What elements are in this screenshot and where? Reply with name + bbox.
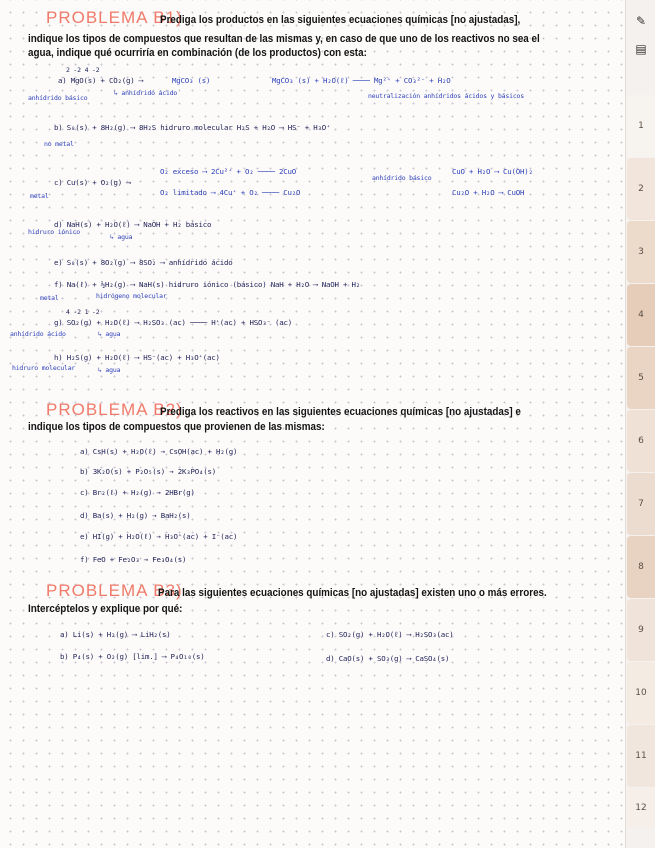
problem-b1-title: PROBLEMA B1) bbox=[46, 8, 183, 27]
b1-d-note: hidruro iónico bbox=[28, 228, 80, 236]
b2-item: a) CsH(s) + H₂O(ℓ) → CsOH(ac) + H₂(g) bbox=[80, 447, 238, 456]
b1-c-equation: c) Cu(s) + O₂(g) ⟶ bbox=[54, 178, 131, 187]
b1-a-product: MgCO₃ (s) bbox=[172, 76, 211, 85]
b3-d: d) CaO(s) + SO₃(g) ⟶ CaSO₄(s) bbox=[326, 654, 450, 663]
section-tab-7[interactable]: 7 bbox=[627, 473, 655, 535]
b1-a-water-reaction: MgCO₃ (s) + H₂O(ℓ) ──── Mg²⁺ + CO₃²⁻ + H₂O bbox=[272, 76, 451, 85]
problem-b1-prompt-line-3: agua, indique qué ocurriría en combinación (de los productos) con esta: bbox=[28, 47, 367, 59]
b1-c-limited: O₂ limitado ⟶ 4Cu⁺ + O₂ ──── Cu₂O bbox=[160, 188, 301, 197]
b1-b-equation: b) S₈(s) + 8H₂(g) ⟶ 8H₂S hidruro molecular H₂S + H₂O ⟶ HS⁻ + H₃O⁺ bbox=[54, 123, 331, 132]
section-tab-10[interactable]: 10 bbox=[627, 662, 655, 724]
section-tab-12[interactable]: 12 bbox=[627, 788, 655, 828]
section-tab-8[interactable]: 8 bbox=[627, 536, 655, 598]
b1-f-equation: f) Na(ℓ) + ½H₂(g) ⟶ NaH(s) hidruro iónico (básico) NaH + H₂O ⟶ NaOH + H₂ bbox=[54, 280, 360, 289]
section-tab-5[interactable]: 5 bbox=[627, 347, 655, 409]
b3-b: b) P₄(s) + O₂(g) [lim.] ⟶ P₄O₁₀(s) bbox=[60, 652, 205, 661]
b1-a-label-acid: ↳ anhídrido ácido bbox=[114, 89, 178, 97]
b1-c-result-2: Cu₂O + H₂O ⟶ CuOH bbox=[452, 188, 525, 197]
problem-b2-prompt-line-2: indique los tipos de compuestos que provienen de las mismas: bbox=[28, 421, 325, 433]
b1-d-equation: d) NaH(s) + H₂O(ℓ) ⟶ NaOH + H₂ básico bbox=[54, 220, 212, 229]
problem-b3-prompt-line-2: Intercéptelos y explique por qué: bbox=[28, 603, 183, 615]
b2-item: d) Ba(s) + H₂(g) → BaH₂(s) bbox=[80, 511, 191, 520]
section-tab-4[interactable]: 4 bbox=[627, 284, 655, 346]
b1-g-note: anhídrido ácido bbox=[10, 330, 66, 338]
b1-a-note: neutralización anhídridos ácidos y básicos bbox=[368, 92, 524, 100]
b2-item: e) HI(g) + H₂O(ℓ) → H₃O⁺(ac) + I⁻(ac) bbox=[80, 532, 238, 541]
notebook-icon[interactable]: ▤ bbox=[635, 42, 647, 56]
problem-b1-prompt-line-1: Prediga los productos en las siguientes ecuaciones químicas [no ajustadas], bbox=[160, 14, 521, 26]
b1-a-equation: a) MgO(s) + CO₂(g) ⟶ bbox=[58, 76, 143, 85]
b1-c-excess: O₂ exceso ⟶ 2Cu²⁺ + O₂ ──── 2CuO bbox=[160, 167, 296, 176]
b1-e-equation: e) S₈(s) + 8O₂(g) ⟶ 8SO₂ ⟶ anhídrido ácido bbox=[54, 258, 233, 267]
section-tab-1[interactable]: 1 bbox=[627, 95, 655, 157]
problem-b2-prompt-line-1: Prediga los reactivos en las siguientes ecuaciones químicas [no ajustadas] e bbox=[160, 406, 521, 418]
section-tab-9[interactable]: 9 bbox=[627, 599, 655, 661]
b1-g-oxidation-states: 4 -2 1 -2 bbox=[66, 308, 100, 316]
section-tab-6[interactable]: 6 bbox=[627, 410, 655, 472]
b1-c-note: metal bbox=[30, 192, 49, 200]
b1-d-note-water: ↳ agua bbox=[110, 233, 133, 241]
section-tabs bbox=[626, 95, 655, 829]
problem-b3-title: PROBLEMA B3) bbox=[46, 581, 183, 600]
section-tab-2[interactable]: 2 bbox=[627, 158, 655, 220]
b3-a: a) Li(s) + H₂(g) ⟶ LiH₂(s) bbox=[60, 630, 171, 639]
b1-g-equation: g) SO₂(g) + H₂O(ℓ) ⟶ H₂SO₃ (ac) ──── H⁺(ac) + HSO₃⁻ (ac) bbox=[54, 318, 292, 327]
b2-item: c) Br₂(ℓ) + H₂(g) → 2HBr(g) bbox=[80, 488, 195, 497]
problem-b2-title: PROBLEMA B2) bbox=[46, 400, 183, 419]
b1-a-oxidation-states: 2 -2 4 -2 bbox=[66, 66, 100, 74]
pencil-icon[interactable]: ✎ bbox=[635, 14, 647, 28]
problem-b1-prompt-line-2: indique los tipos de compuestos que resultan de las mismas y, en caso de que uno de los reactivos no sea el bbox=[28, 33, 540, 45]
b1-a-label-basic: anhídrido básico bbox=[28, 94, 88, 102]
section-tab-11[interactable]: 11 bbox=[627, 725, 655, 787]
b1-f-note-hydrogen: hidrógeno molecular bbox=[96, 292, 167, 300]
b1-c-result-1: CuO + H₂O ⟶ Cu(OH)₂ bbox=[452, 167, 533, 176]
b1-c-middle-note: anhídrido básico bbox=[372, 174, 432, 182]
notebook-sidebar bbox=[625, 0, 655, 848]
b1-h-note-water: ↳ agua bbox=[98, 366, 121, 374]
b1-g-note-water: ↳ agua bbox=[98, 330, 121, 338]
b3-c: c) SO₂(g) + H₂O(ℓ) ⟶ H₂SO₃(ac) bbox=[326, 630, 454, 639]
b1-h-note: hidruro molecular bbox=[12, 364, 76, 372]
b1-f-note: metal bbox=[40, 294, 59, 302]
b2-item: b) 3K₂O(s) + P₂O₅(s) → 2K₃PO₄(s) bbox=[80, 467, 216, 476]
b2-item: f) FeO + Fe₂O₃ → Fe₃O₄(s) bbox=[80, 555, 187, 564]
b1-h-equation: h) H₂S(g) + H₂O(ℓ) ⟶ HS⁻(ac) + H₃O⁺(ac) bbox=[54, 353, 220, 362]
b1-b-note: no metal bbox=[44, 140, 74, 148]
problem-b3-prompt-line-1: Para las siguientes ecuaciones químicas [no ajustadas] existen uno o más errores. bbox=[158, 587, 547, 599]
section-tab-3[interactable]: 3 bbox=[627, 221, 655, 283]
